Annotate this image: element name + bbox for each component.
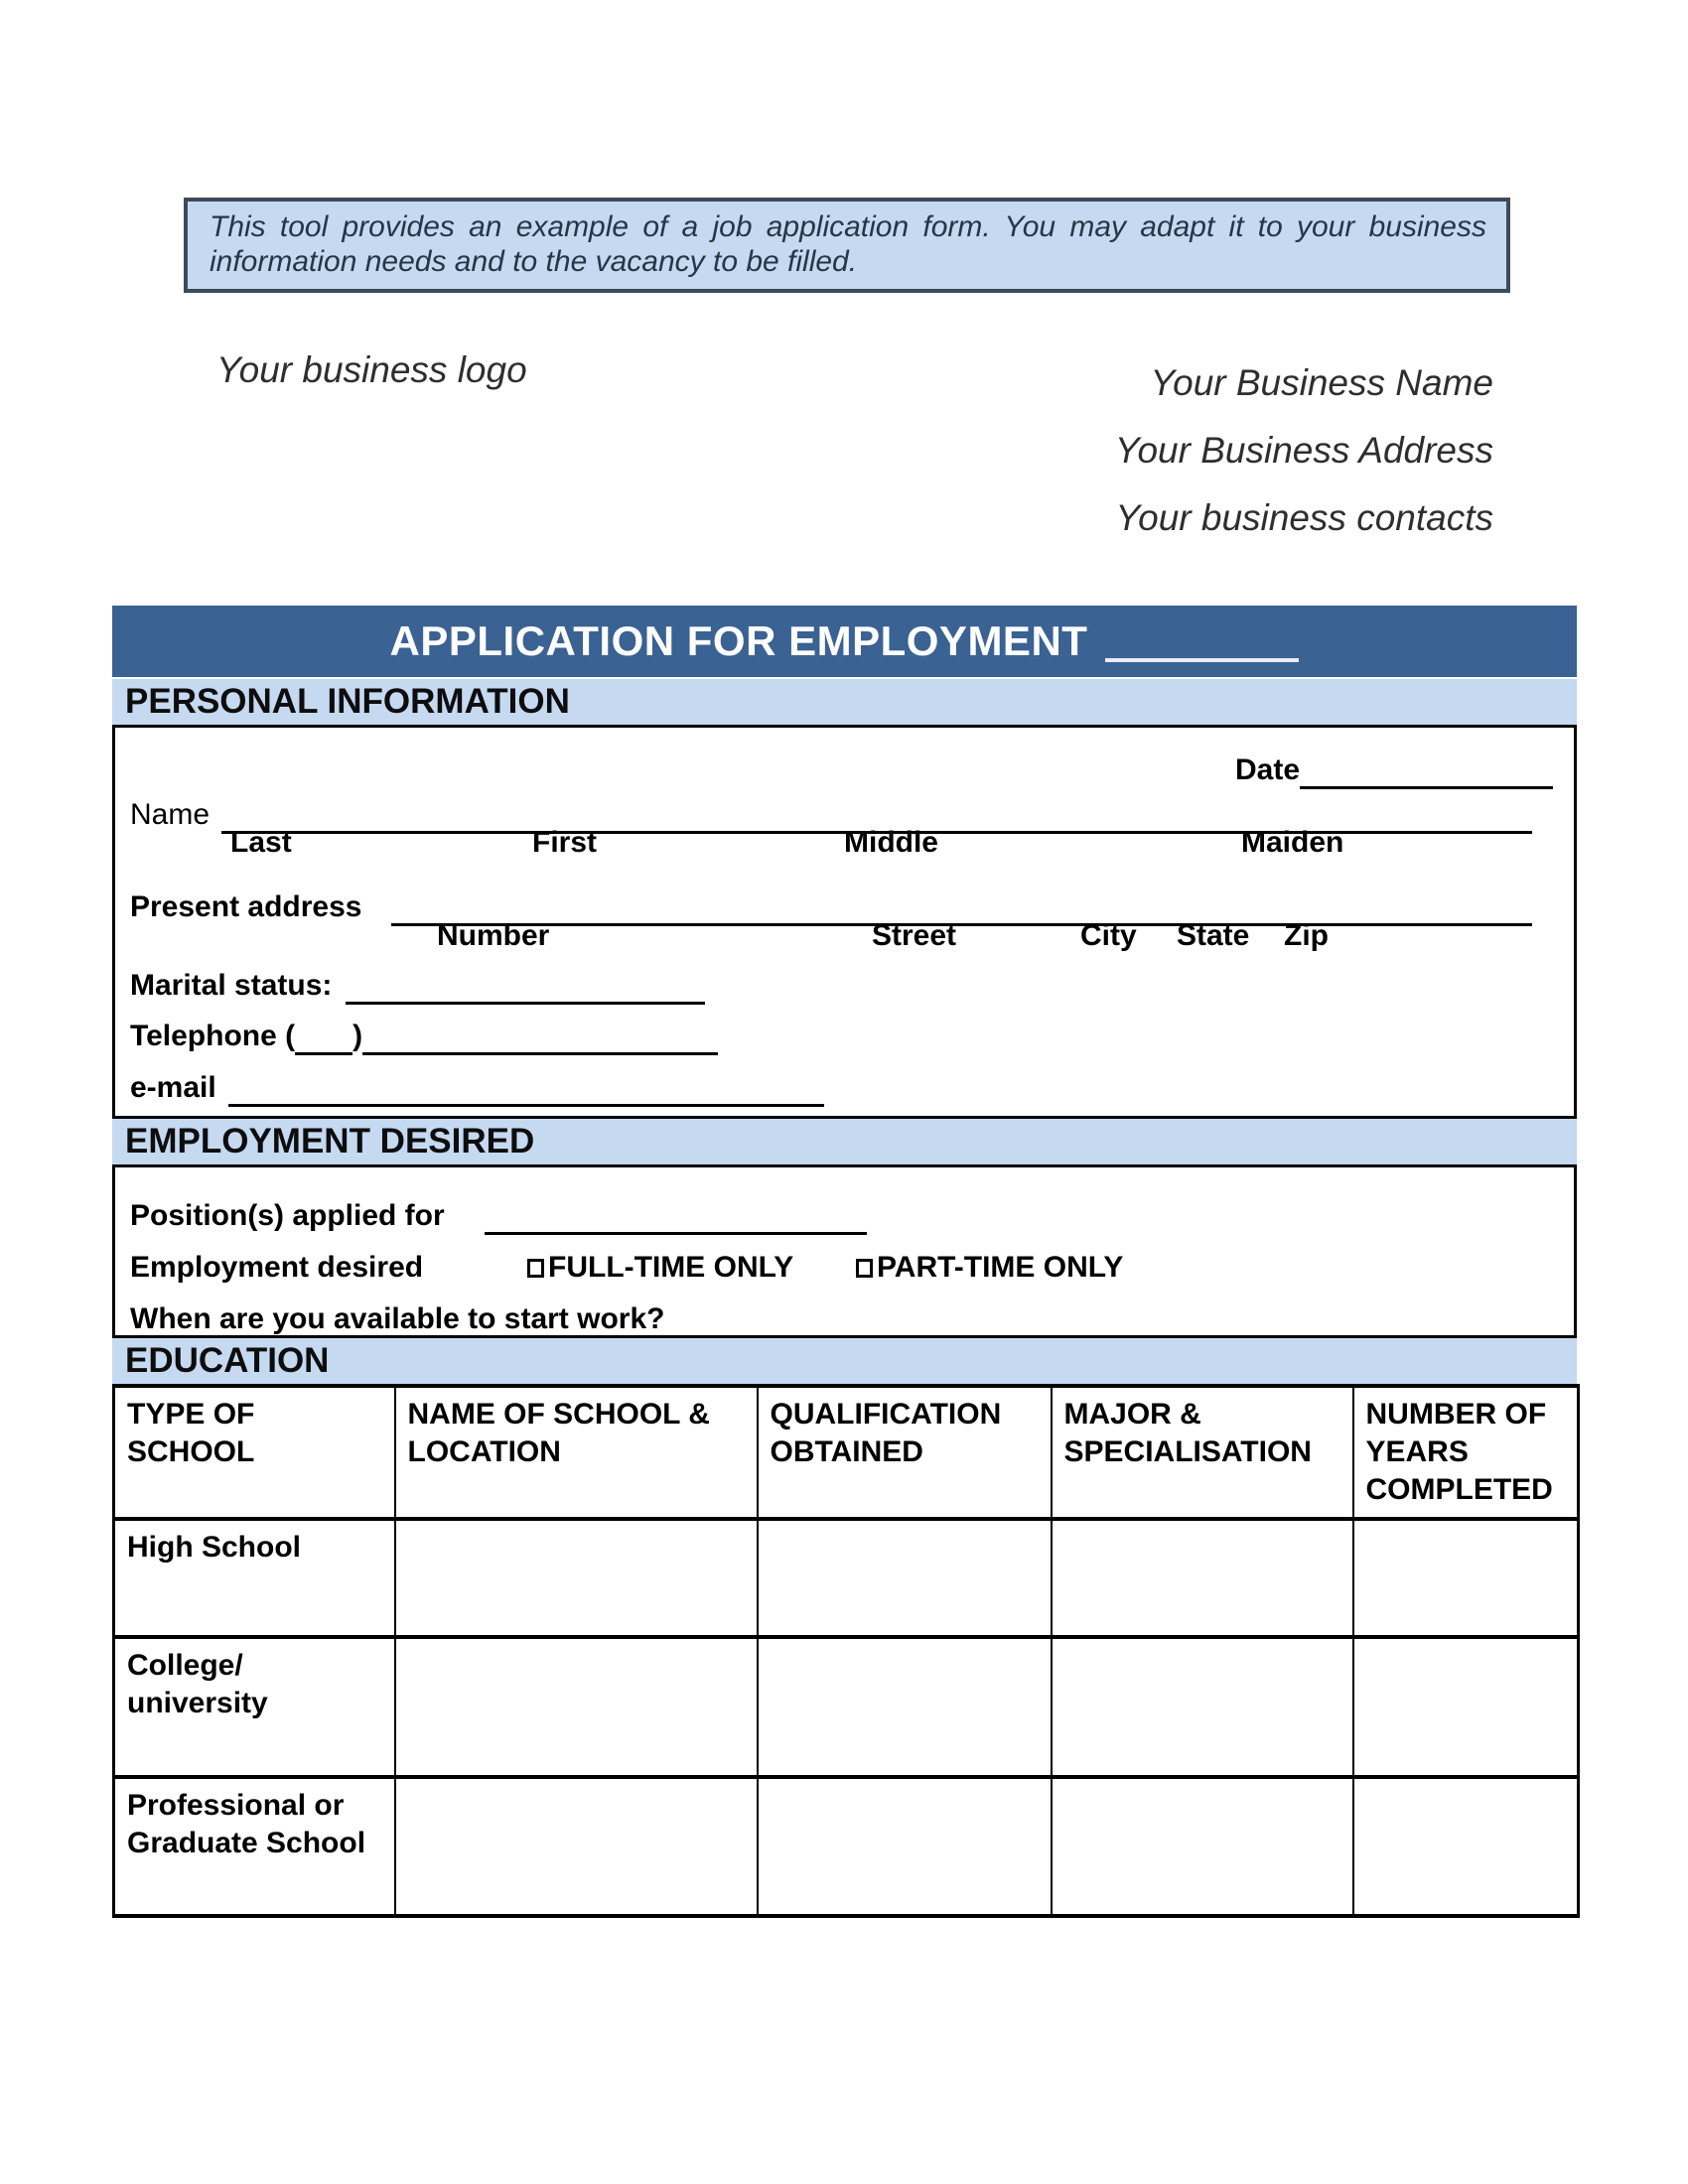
address-sublabel-street: Street [872,919,957,952]
name-sublabel-last: Last [230,826,292,859]
title-blank-line[interactable] [1105,658,1299,662]
education-header-row [114,1386,1579,1519]
parttime-checkbox-icon[interactable] [856,1259,873,1278]
education-col-name-location: NAME OF SCHOOL & LOCATION [395,1386,758,1519]
business-name: Your Business Name [1150,362,1493,403]
position-label: Position(s) applied for [130,1199,445,1232]
education-cell-empty[interactable] [395,1637,758,1777]
education-cell-empty[interactable] [1353,1637,1579,1777]
education-row-professional [114,1777,1579,1916]
application-form [112,606,1577,1918]
marital-status-label: Marital status: [130,969,333,1002]
form-title: APPLICATION FOR EMPLOYMENT [389,617,1088,664]
present-address-field-line[interactable] [391,892,1532,926]
marital-status-field-line[interactable] [346,971,705,1005]
address-sublabel-number: Number [437,919,550,952]
education-cell-empty[interactable] [758,1777,1052,1916]
education-col-years: NUMBER OF YEARS COMPLETED [1353,1386,1579,1519]
education-row-college [114,1637,1579,1777]
telephone-close-paren: ) [352,1020,363,1052]
education-cell-empty[interactable] [395,1777,758,1916]
address-sublabel-city: City [1080,919,1137,952]
date-row [1235,751,1553,789]
form-title-bar [112,606,1577,677]
availability-row [130,1300,664,1338]
business-contacts: Your business contacts [1115,497,1493,538]
address-sublabel-state: State [1177,919,1250,952]
education-cell-empty[interactable] [758,1637,1052,1777]
section-heading-employment: EMPLOYMENT DESIRED [112,1119,1577,1164]
email-label: e-mail [130,1071,216,1104]
fulltime-checkbox-icon[interactable] [527,1259,544,1278]
name-label: Name [130,798,211,831]
telephone-number-line[interactable] [362,1022,718,1055]
education-row-label: College/ university [114,1637,395,1777]
email-row [130,1069,824,1107]
education-cell-empty[interactable] [1052,1519,1353,1637]
parttime-option-label: PART-TIME ONLY [877,1251,1124,1284]
present-address-label: Present address [130,890,362,923]
business-address: Your Business Address [1114,430,1493,471]
notice-box [184,198,1510,293]
date-label: Date [1235,753,1301,786]
marital-status-row [130,967,705,1005]
name-sublabel-middle: Middle [844,826,938,859]
telephone-area-code-line[interactable] [295,1022,352,1055]
personal-info-box [112,725,1577,1119]
education-cell-empty[interactable] [758,1519,1052,1637]
employment-desired-box [112,1164,1577,1338]
name-sublabel-maiden: Maiden [1241,826,1344,859]
section-heading-education: EDUCATION [112,1338,1577,1384]
position-field-line[interactable] [485,1201,867,1235]
business-info-block [1115,349,1493,552]
education-row-label: Professional or Graduate School [114,1777,395,1916]
telephone-label: Telephone ( [130,1020,296,1052]
fulltime-option[interactable] [527,1249,793,1287]
education-cell-empty[interactable] [1353,1777,1579,1916]
employment-desired-label: Employment desired [130,1251,424,1284]
education-col-major: MAJOR & SPECIALISATION [1052,1386,1353,1519]
availability-label: When are you available to start work? [130,1302,665,1335]
education-table [112,1384,1580,1918]
education-col-type-of-school: TYPE OF SCHOOL [114,1386,395,1519]
notice-text: This tool provides an example of a job application form. You may adapt it to your business information needs and to the vacancy to be filled. [210,210,1486,278]
education-cell-empty[interactable] [395,1519,758,1637]
telephone-row [130,1018,718,1055]
email-field-line[interactable] [228,1073,824,1107]
education-cell-empty[interactable] [1052,1637,1353,1777]
education-row-label: High School [114,1519,395,1637]
parttime-option[interactable] [856,1249,1123,1287]
name-sublabel-first: First [532,826,598,859]
date-field-line[interactable] [1300,755,1553,789]
fulltime-option-label: FULL-TIME ONLY [548,1251,794,1284]
business-logo-placeholder: Your business logo [216,349,527,390]
education-row-high-school [114,1519,1579,1637]
address-sublabel-zip: Zip [1284,919,1329,952]
section-heading-personal: PERSONAL INFORMATION [112,679,1577,725]
position-row [130,1197,867,1235]
education-col-qualification: QUALIFICATION OBTAINED [758,1386,1052,1519]
education-cell-empty[interactable] [1052,1777,1353,1916]
education-cell-empty[interactable] [1353,1519,1579,1637]
